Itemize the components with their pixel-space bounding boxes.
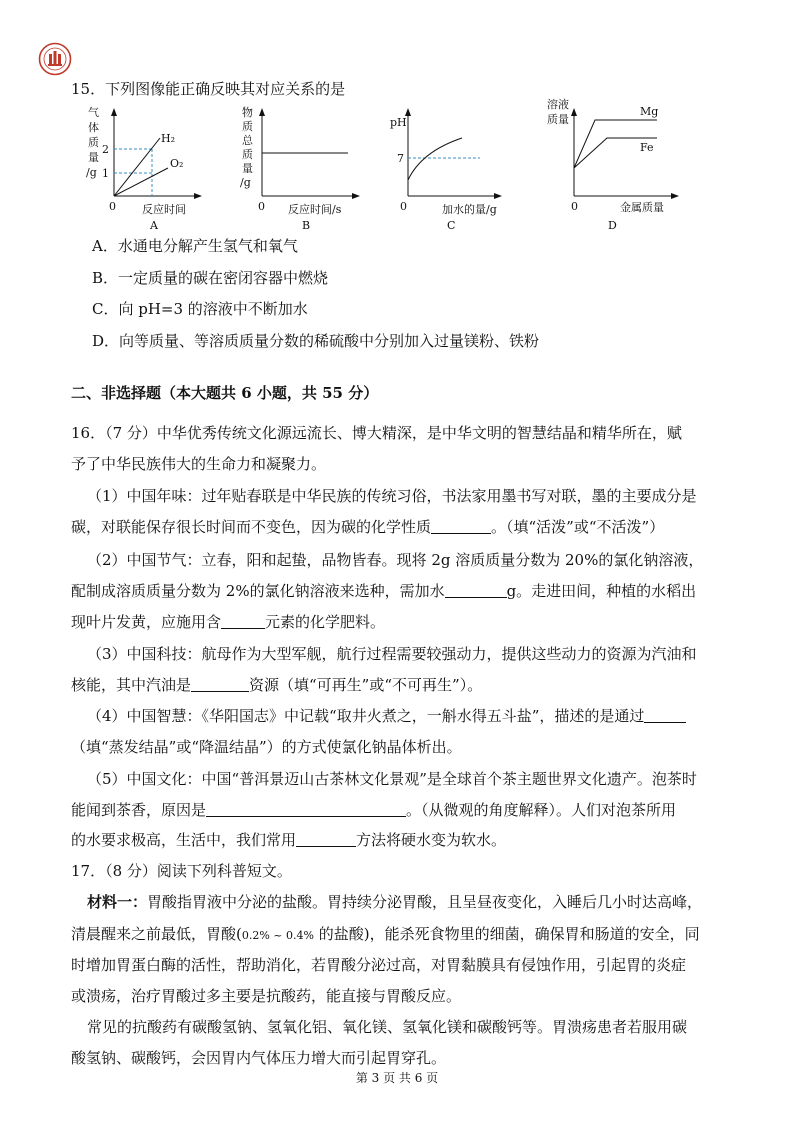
- q16-part1-line-2: [71, 517, 664, 537]
- q16-part5-line-2: [71, 800, 676, 820]
- q16-part3-line-1: （3）中国科技：航母作为大型军舰，航行过程需要较强动力，提供这些动力的资源为汽油和: [87, 645, 697, 663]
- graph-c-caption: C: [447, 219, 456, 232]
- graph-b-ylabel-char: 总: [242, 134, 253, 147]
- q17-line-1: 17．（8 分）阅读下列科普短文。: [71, 862, 292, 880]
- graph-b-xlabel: 反应时间/s: [288, 203, 342, 216]
- q16-part5-text-4: 方法将硬水变为软水。: [356, 831, 507, 849]
- graph-d: [545, 96, 685, 238]
- graph-b-origin: 0: [258, 200, 265, 213]
- graph-a-ylabel-char: /g: [86, 166, 97, 179]
- q16-part2-blank-element[interactable]: [221, 614, 265, 629]
- q17-material1-range: 0.2% ~ 0.4%: [241, 929, 314, 942]
- q16-line-2: 予了中华民族伟大的生命力和凝聚力。: [71, 455, 327, 473]
- graph-a-ylabel-char: 量: [88, 151, 99, 164]
- graph-c-xlabel: 加水的量/g: [442, 203, 497, 216]
- q17-material1-para2-line-1: 常见的抗酸药有碳酸氢钠、氢氧化铝、氧化镁、氢氧化镁和碳酸钙等。胃溃疡患者若服用碳: [87, 1018, 688, 1036]
- q16-part2-blank-water[interactable]: [445, 583, 507, 598]
- q16-part3-hint: 资源（填“可再生”或“不可再生”）。: [249, 676, 483, 694]
- q17-material1-line-3: 时增加胃蛋白酶的活性，帮助消化，若胃酸分泌过高，对胃黏膜具有侵蚀作用，引起胃的炎症: [71, 956, 687, 974]
- graph-a-ytick: 1: [102, 167, 109, 180]
- q16-part5-text-2: 。（从微观的角度解释）。人们对泡茶所用: [406, 801, 677, 819]
- q16-part2-text-2: g。走进田间，种植的水稻出: [506, 582, 697, 600]
- q17-material1-line-1: [87, 892, 702, 912]
- q17-material1-para2-line-2: 酸氢钠、碳酸钙，会因胃内气体压力增大而引起胃穿孔。: [71, 1049, 447, 1067]
- q16-part3-blank[interactable]: [191, 677, 249, 692]
- q16-part5-blank-reason[interactable]: [206, 802, 406, 817]
- q16-part2-text-4: 元素的化学肥料。: [265, 613, 386, 631]
- graph-d-origin: 0: [571, 200, 578, 213]
- q15-stem: 15．下列图像能正确反映其对应关系的是: [71, 80, 346, 98]
- q16-part3-text: 核能，其中汽油是: [71, 676, 192, 694]
- q17-material1-line-2: [71, 924, 700, 946]
- q17-material1-line-4: 或溃疡，治疗胃酸过多主要是抗酸药，能直接与胃酸反应。: [71, 987, 462, 1005]
- graph-a: [82, 104, 202, 238]
- q16-part4-blank[interactable]: [644, 708, 686, 723]
- q15-option-c: C．向 pH=3 的溶液中不断加水: [92, 300, 308, 318]
- graph-a-ylabel: [86, 105, 99, 179]
- q17-material1-label: 材料一：: [87, 893, 148, 911]
- school-logo: [38, 42, 72, 76]
- q16-part2-line-3: [71, 612, 385, 632]
- q15-option-d: D．向等质量、等溶质质量分数的稀硫酸中分别加入过量镁粉、铁粉: [92, 332, 540, 350]
- q16-part1-hint: 。（填“活泼”或“不活泼”）: [491, 518, 665, 536]
- graph-a-xlabel: 反应时间: [142, 203, 186, 216]
- graph-d-series-label: Mg: [640, 105, 659, 118]
- graph-b-ylabel-char: 质: [242, 148, 253, 161]
- graph-a-line-o2: [114, 168, 168, 196]
- q16-part2-line-1: （2）中国节气：立春，阳和起蛰，品物皆春。现将 2g 溶质质量分数为 20%的氯化钠溶液，: [87, 551, 704, 569]
- graph-d-series-label: Fe: [640, 141, 654, 154]
- graph-d-ylabel-line: 溶液: [547, 98, 569, 111]
- q16-part5-line-3: [71, 830, 506, 850]
- q17-material1-text: 胃酸指胃液中分泌的盐酸。胃持续分泌胃酸，且呈昼夜变化，入睡后几小时达高峰，: [147, 893, 703, 911]
- graph-d-ylabel-line: 质量: [547, 113, 569, 126]
- q16-part2-line-2: [71, 581, 696, 601]
- q16-part5-line-1: （5）中国文化：中国“普洱景迈山古茶林文化景观”是全球首个茶主题世界文化遗产。泡茶时: [87, 770, 697, 788]
- q15-option-a: A．水通电分解产生氢气和氧气: [92, 237, 298, 255]
- graph-c-ylabel: pH: [390, 116, 407, 129]
- graph-a-series-label: O₂: [170, 157, 184, 170]
- graph-a-ylabel-char: 气: [88, 106, 99, 119]
- graph-c-curve: [408, 138, 462, 180]
- q16-part2-text-3: 现叶片发黄，应施用含: [71, 613, 222, 631]
- q17-material1-text-3: 的盐酸)，能杀死食物里的细菌，确保胃和肠道的安全，同: [313, 925, 700, 943]
- q16-part1-text: 碳，对联能保存很长时间而不变色，因为碳的化学性质: [71, 518, 432, 536]
- q16-part4-line-2: （填“蒸发结晶”或“降温结晶”）的方式使氯化钠晶体析出。: [71, 738, 462, 756]
- graph-d-caption: D: [608, 219, 617, 232]
- graph-b-ylabel-char: /g: [240, 176, 251, 189]
- graph-c-ytick: 7: [397, 152, 404, 165]
- graph-a-caption: A: [150, 219, 158, 232]
- graph-c-origin: 0: [400, 200, 407, 213]
- graph-b-ylabel-char: 质: [242, 120, 253, 133]
- graph-a-line-h2: [114, 138, 160, 196]
- graph-b-caption: B: [302, 219, 311, 232]
- q17-material1-text-2: 清晨醒来之前最低，胃酸(: [71, 925, 242, 943]
- graph-a-ylabel-char: 体: [88, 121, 99, 134]
- graph-c: [388, 104, 508, 238]
- page-number: 第 3 页 共 6 页: [355, 1071, 439, 1085]
- graph-a-ylabel-char: 质: [88, 136, 99, 149]
- q15-option-b: B．一定质量的碳在密闭容器中燃烧: [92, 269, 329, 287]
- q16-part4-text: （4）中国智慧：《华阳国志》中记载“取井火煮之，一斛水得五斗盐”，描述的是通过: [87, 707, 645, 725]
- graph-b-ylabel-char: 物: [242, 106, 253, 119]
- graph-d-xlabel: 金属质量: [620, 201, 664, 214]
- graph-a-origin: 0: [109, 200, 116, 213]
- section-2-heading: 二、非选择题（本大题共 6 小题，共 55 分）: [71, 384, 379, 402]
- graph-a-series-label: H₂: [161, 132, 176, 145]
- graph-b-ylabel-char: 量: [242, 162, 253, 175]
- q16-part5-text-3: 的水要求极高，生活中，我们常用: [71, 831, 297, 849]
- q16-part5-text: 能闻到茶香，原因是: [71, 801, 207, 819]
- q16-part4-line-1: [87, 706, 686, 726]
- q16-part5-blank-method[interactable]: [296, 832, 356, 847]
- q16-part1-blank[interactable]: [431, 519, 491, 534]
- q16-part1-line-1: （1）中国年味：过年贴春联是中华民族的传统习俗，书法家用墨书写对联，墨的主要成分是: [87, 487, 697, 505]
- q16-line-1: 16．（7 分）中华优秀传统文化源远流长、博大精深，是中华文明的智慧结晶和精华所在，赋: [71, 424, 682, 442]
- graph-b: [238, 104, 368, 238]
- q16-part2-text: 配制成溶质质量分数为 2%的氯化钠溶液来选种，需加水: [71, 582, 445, 600]
- q16-part3-line-2: [71, 675, 482, 695]
- graph-a-ytick: 2: [102, 143, 109, 156]
